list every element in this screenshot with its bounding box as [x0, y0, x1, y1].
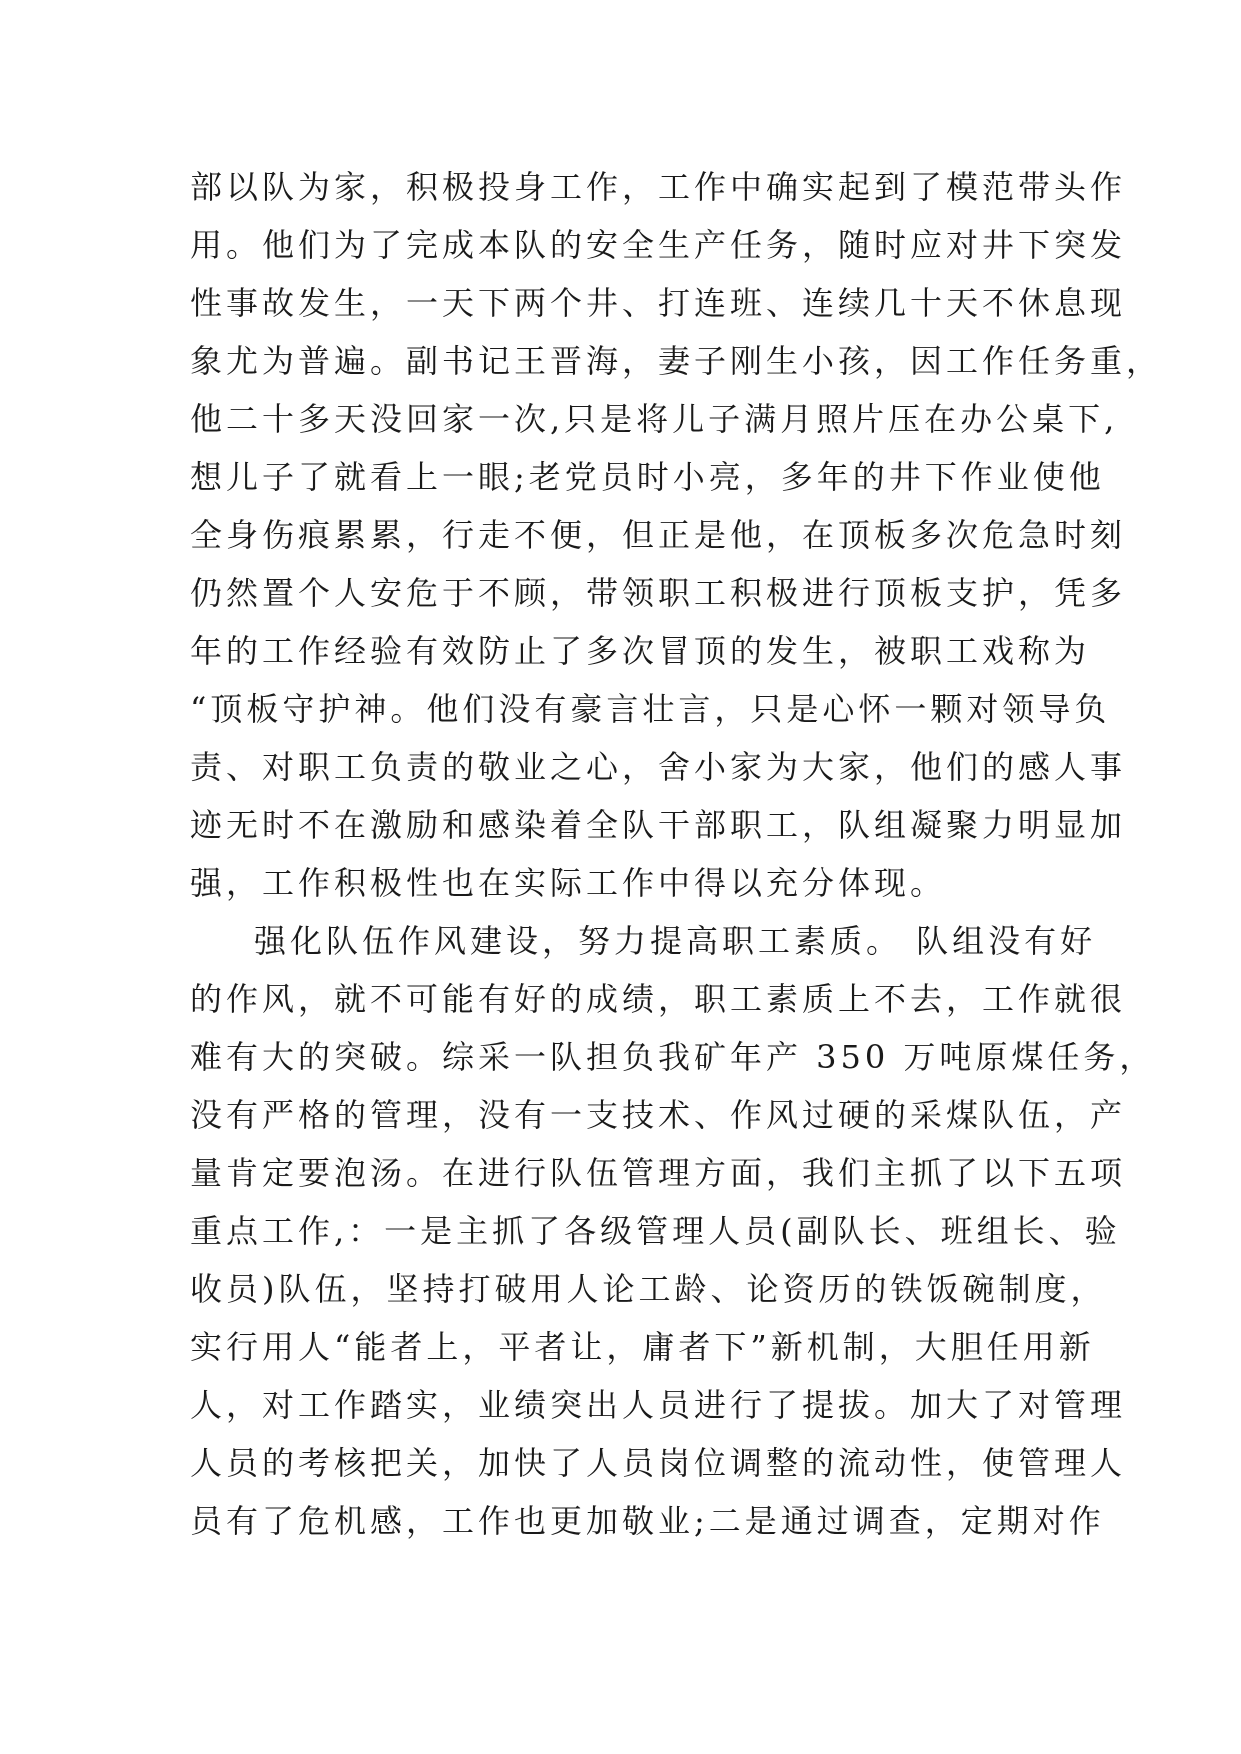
text-line: 性事故发生，一天下两个井、打连班、连续几十天不休息现	[190, 284, 1127, 322]
text-line: 实行用人“能者上，平者让，庸者下”新机制，大胆任用新	[190, 1328, 1095, 1366]
text-line: 年的工作经验有效防止了多次冒顶的发生，被职工戏称为	[190, 632, 1091, 670]
text-line: 量肯定要泡汤。在进行队伍管理方面，我们主抓了以下五项	[190, 1154, 1127, 1192]
text-line: 迹无时不在激励和感染着全队干部职工，队组凝聚力明显加	[190, 806, 1127, 844]
text-line: 全身伤痕累累，行走不便，但正是他，在顶板多次危急时刻	[190, 516, 1127, 554]
text-line: 人，对工作踏实，业绩突出人员进行了提拔。加大了对管理	[190, 1386, 1127, 1424]
text-line: 用。他们为了完成本队的安全生产任务，随时应对井下突发	[190, 226, 1127, 264]
text-line: 强，工作积极性也在实际工作中得以充分体现。	[190, 864, 947, 902]
text-line: 象尤为普遍。副书记王晋海，妻子刚生小孩，因工作任务重，	[190, 342, 1163, 380]
text-line: “顶板守护神。他们没有豪言壮言，只是心怀一颗对领导负	[190, 690, 1111, 728]
text-line: 难有大的突破。综采一队担负我矿年产 350 万吨原煤任务，	[190, 1038, 1156, 1076]
paragraph-heading-line: 强化队伍作风建设，努力提高职工素质。 队组没有好	[254, 922, 1097, 960]
text-line: 部以队为家，积极投身工作，工作中确实起到了模范带头作	[190, 168, 1127, 206]
text-line: 的作风，就不可能有好的成绩，职工素质上不去，工作就很	[190, 980, 1127, 1018]
text-line: 员有了危机感，工作也更加敬业;二是通过调查，定期对作	[190, 1502, 1105, 1540]
text-line: 他二十多天没回家一次,只是将儿子满月照片压在办公桌下,	[190, 400, 1119, 438]
text-line: 重点工作,：一是主抓了各级管理人员(副队长、班组长、验	[190, 1212, 1121, 1250]
text-line: 仍然置个人安危于不顾，带领职工积极进行顶板支护，凭多	[190, 574, 1127, 612]
text-line: 没有严格的管理，没有一支技术、作风过硬的采煤队伍，产	[190, 1096, 1127, 1134]
text-line: 责、对职工负责的敬业之心，舍小家为大家，他们的感人事	[190, 748, 1127, 786]
text-line: 收员)队伍，坚持打破用人论工龄、论资历的铁饭碗制度，	[190, 1270, 1107, 1308]
body-text	[190, 158, 1163, 1550]
text-line: 想儿子了就看上一眼;老党员时小亮，多年的井下作业使他	[190, 458, 1105, 496]
text-line: 人员的考核把关，加快了人员岗位调整的流动性，使管理人	[190, 1444, 1127, 1482]
